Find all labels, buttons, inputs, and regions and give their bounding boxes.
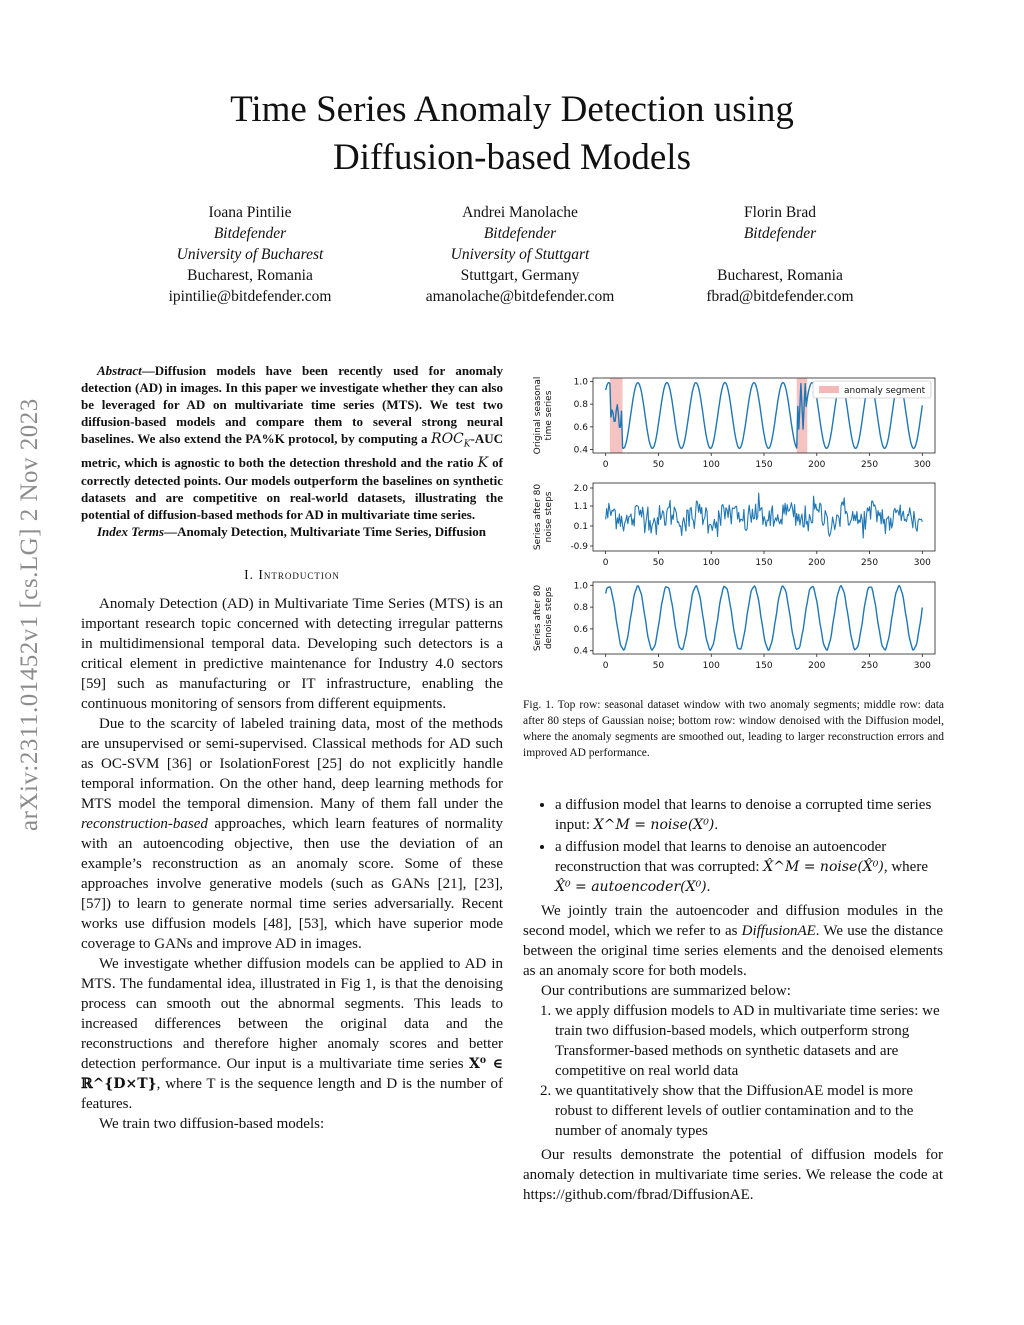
series-line (606, 493, 923, 538)
intro-paragraph-3 (81, 954, 503, 1114)
x-tick-label: 300 (913, 558, 931, 568)
intro-p2-part-a: Due to the scarcity of labeled training data, most of the methods are unsupervised or semi-supervised. Classical methods for AD such as OC-SVM [36] or IsolationForest [25] do not explicitly handle temporal information. On the other hand, deep learning methods for MTS model the temporal dimension. Many of them fall under the (81, 715, 503, 812)
title-line-1: Time Series Anomaly Detection using (230, 89, 794, 130)
x-tick-label: 0 (602, 558, 609, 568)
list-item (555, 837, 943, 897)
right-paragraph-3: Our results demonstrate the potential of diffusion models for anomaly detection in multivariate time series. We release the code at https://github.com/fbrad/DiffusionAE. (523, 1147, 943, 1203)
abstract-heading: Abstract (97, 363, 142, 378)
y-tick-label: 1.0 (573, 377, 588, 388)
x-tick-label: 100 (702, 661, 720, 671)
bullet-1-text: a diffusion model that learns to denoise a corrupted time series input: (555, 797, 932, 833)
x-tick-label: 250 (860, 460, 879, 470)
author-university (680, 244, 880, 265)
x-tick-label: 150 (755, 460, 773, 470)
y-axis-label: noise steps (544, 491, 554, 543)
y-tick-label: -0.9 (570, 542, 588, 552)
y-tick-label: 0.1 (573, 522, 588, 532)
abstract-text: Diffusion models have been recently used for anomaly detection (AD) in images. In this paper we investigate whether they can also be leveraged for AD on multivariate time series (MTS). We test two diffusion-based models and compare them to several strong neural baselines. We also extend the PA%K protocol, by computing a (81, 363, 503, 446)
author-email[interactable]: amanolache@bitdefender.com (425, 288, 615, 305)
x-tick-label: 100 (702, 460, 720, 470)
abstract: Abstract—Diffusion models have been recently used for anomaly detection (AD) in images. In this paper we investigate whether they can also be leveraged for AD on multivariate time series (MTS). We test two diffusion-based models and compare them to several strong neural baselines. We also extend the PA%K protocol, by computing a $ROC_K$-AUC metric, which is agnostic to both the detection threshold and the ratio K of correctly detected points. Our models outperform the baselines on synthetic datasets and are competitive on real-world datasets, illustrating the potential of diffusion-based methods for AD in multivariate time series. (81, 363, 503, 522)
author-location: Bucharest, Romania (717, 267, 843, 284)
author-email[interactable]: ipintilie@bitdefender.com (168, 288, 332, 305)
index-terms-heading: Index Terms (97, 523, 165, 539)
x-tick-label: 250 (860, 661, 879, 671)
left-column (81, 362, 503, 1134)
y-axis-label: time series (544, 390, 554, 441)
x-tick-label: 150 (755, 661, 773, 671)
abstract-metric: ROC (431, 431, 464, 447)
y-tick-label: 1.1 (573, 502, 588, 512)
intro-p2-part-b: approaches, which learn features of normality with an autoencoding objective, then use the deviation of an example’s reconstruction as an anomaly score. Some of these approaches involve generative models (such as GANs [21], [23], [57]) to learn to generate normal time series adversarially. Recent works use diffusion models [48], [53], which have superior mode coverage to GANs and improve AD in images. (81, 815, 503, 952)
section-title: Introduction (258, 566, 340, 582)
y-tick-label: 0.4 (573, 646, 588, 657)
bullet-2-end: . (706, 879, 711, 895)
author-block-1 (150, 202, 350, 307)
y-axis-label: Original seasonal (533, 376, 543, 455)
y-tick-label: 0.4 (573, 445, 588, 456)
list-item: 2. we quantitatively show that the DiffusionAE model is more robust to different levels of outlier contamination and to the number of anomaly types (555, 1081, 943, 1141)
abstract-metric-sub: K (463, 439, 471, 450)
list-item: 1. we apply diffusion models to AD in multivariate time series: we train two diffusion-based models, which outperform strong Transformer-based methods on synthetic datasets and are competitive on real world data (555, 1001, 943, 1081)
author-location: Stuttgart, Germany (460, 267, 580, 284)
x-tick-label: 200 (808, 661, 826, 671)
y-axis-label: denoise steps (544, 586, 554, 650)
abstract-text-end: of correctly detected points. Our models outperform the baselines on synthetic datasets and are competitive on real-world datasets, illustrating the potential of diffusion-based methods for AD in multivariate time series. (81, 454, 503, 522)
author-location: Bucharest, Romania (187, 267, 313, 284)
right-paragraph-2: Our contributions are summarized below: (541, 983, 791, 999)
bullet-1-math: X^M = noise(X⁰) (593, 817, 715, 833)
paper-title (0, 86, 1024, 182)
legend-swatch (819, 386, 839, 393)
x-tick-label: 0 (602, 460, 609, 470)
bullet-2-mid: , where (883, 859, 928, 875)
intro-p2-emphasis: reconstruction-based (81, 815, 208, 832)
x-tick-label: 150 (755, 558, 773, 568)
series-line (606, 586, 923, 651)
y-tick-label: 0.8 (573, 603, 588, 614)
x-tick-label: 200 (808, 460, 826, 470)
author-org: Bitdefender (743, 225, 817, 242)
bullet-2-math-2: X̂⁰ = autoencoder(X⁰) (555, 879, 707, 895)
arxiv-identifier: arXiv:2311.01452v1 [cs.LG] 2 Nov 2023 (16, 398, 43, 831)
x-tick-label: 50 (652, 558, 665, 568)
y-tick-label: 0.6 (573, 422, 588, 433)
legend-label: anomaly segment (844, 386, 926, 396)
author-university: University of Stuttgart (450, 246, 590, 263)
author-name: Ioana Pintilie (208, 204, 292, 221)
index-terms: Index Terms—Anomaly Detection, Multivariate Time Series, Diffusion (97, 523, 487, 539)
author-name: Andrei Manolache (462, 204, 578, 221)
y-tick-label: 1.0 (573, 581, 588, 592)
x-tick-label: 50 (652, 661, 665, 671)
author-university: University of Bucharest (176, 246, 324, 263)
section-heading (81, 565, 503, 585)
list-item (555, 795, 943, 835)
intro-p3-part-a: We investigate whether diffusion models can be applied to AD in MTS. The fundamental idea, illustrated in Fig 1, is that the denoising process can smooth out the abnormal segments. This leads to increased differences between the original data and the reconstructions and therefore higher anomaly scores and better detection performance. Our input is a multivariate time series (81, 955, 503, 1072)
section-number: I. (244, 566, 254, 582)
contributions-list (523, 1001, 943, 1141)
author-email[interactable]: fbrad@bitdefender.com (706, 288, 854, 305)
plot-frame (593, 582, 935, 654)
author-org: Bitdefender (483, 225, 557, 242)
bullet-2-text: a diffusion model that learns to denoise an autoencoder reconstruction that was corrupted: (555, 839, 887, 875)
intro-p3-part-b: , where T is the sequence length and D is the number of features. (81, 1075, 503, 1112)
right-p1-emphasis: DiffusionAE (741, 923, 816, 939)
intro-paragraph-4: We train two diffusion-based models: (99, 1115, 325, 1132)
bullet-1-end: . (714, 817, 719, 833)
y-tick-label: 2.0 (573, 484, 588, 494)
intro-paragraph-1: Anomaly Detection (AD) in Multivariate Time Series (MTS) is an important research topic concerned with detecting irregular patterns in multidimensional temporal data. Developing such detectors is a critical element in predictive maintenance for Industry 4.0 sectors [59] such as manufacturing or IT infrastructure, enabling the continuous monitoring of sensors from different equipments. (81, 595, 503, 712)
right-p1-part-a: We jointly train the autoencoder and diffusion modules in the second model, which we refer to as (523, 903, 943, 939)
abstract-ratio-symbol: K (477, 454, 489, 471)
intro-p3-math: X⁰ ∈ ℝ^{D×T} (81, 1055, 504, 1092)
right-paragraph-1 (523, 901, 943, 981)
y-axis-label: Series after 80 (533, 483, 543, 551)
x-tick-label: 0 (602, 661, 609, 671)
abstract-text-after: -AUC metric, which is agnostic to both the detection threshold and the ratio (81, 431, 503, 470)
x-tick-label: 300 (913, 460, 931, 470)
x-tick-label: 200 (808, 558, 826, 568)
title-line-2: Diffusion-based Models (333, 137, 691, 178)
x-tick-label: 250 (860, 558, 879, 568)
x-tick-label: 100 (702, 558, 720, 568)
right-column (523, 795, 943, 1205)
y-tick-label: 0.8 (573, 400, 588, 411)
author-block-2 (400, 202, 640, 307)
y-axis-label: Series after 80 (533, 584, 543, 652)
bullet-2-math-1: X̂^M = noise(X̂⁰) (763, 859, 884, 875)
figure-1 (523, 365, 944, 695)
figure-caption: Fig. 1. Top row: seasonal dataset window with two anomaly segments; middle row: data after 80 steps of Gaussian noise; bottom row: window denoised with the Diffusion model, where the anomaly segments are smoothed out, leading to larger reconstruction errors and improved AD performance. (523, 699, 944, 759)
index-terms-text: Anomaly Detection, Multivariate Time Series, Diffusion (177, 523, 487, 539)
x-tick-label: 50 (652, 460, 665, 470)
model-bullet-list (523, 795, 943, 897)
y-tick-label: 0.6 (573, 624, 588, 635)
x-tick-label: 300 (913, 661, 931, 671)
figure-1-charts (523, 365, 944, 695)
author-name: Florin Brad (744, 204, 816, 221)
author-org: Bitdefender (213, 225, 287, 242)
right-p1-part-b: . We use the distance between the original time series elements and the denoised elements as an anomaly score for both models. (523, 923, 943, 979)
author-block-3 (680, 202, 880, 307)
intro-paragraph-2 (81, 714, 503, 954)
